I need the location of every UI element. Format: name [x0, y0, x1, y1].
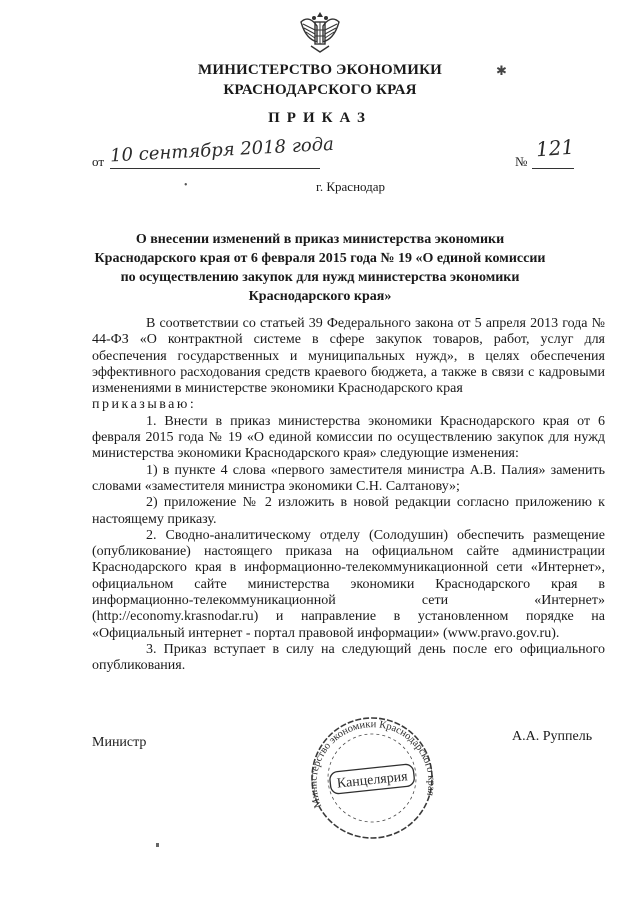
clause-3: 3. Приказ вступает в силу на следующий день после его официального опубликования. — [92, 641, 605, 674]
corner-mark: ✱ — [496, 63, 507, 78]
title-line: Краснодарского края» — [248, 289, 392, 304]
signatory-name: А.А. Руппель — [512, 729, 593, 744]
clause-2: 2. Сводно-аналитическому отделу (Солодушин) обеспечить размещение (опубликование) настоящего приказа на официальном сайте администрации Краснодарского края в информационно-телекоммуникационной сети «Интернет», официальном сайте министерства экономики Краснодарского края в информационно-телекоммуникационной сети «Интернет» (http://economy.krasnodar.ru) и направление в установленном порядке на «Официальный интернет - портал правовой информации» (www.pravo.gov.ru). — [92, 527, 605, 641]
preamble-paragraph: В соответствии со статьей 39 Федерального закона от 5 апреля 2013 года № 44-ФЗ «О контрактной системе в сфере закупок товаров, работ, услуг для обеспечения государственных и муниципальных нужд», в целях обеспечения эффективного расходования средств краевого бюджета, а также в связи с кадровыми изменениями в министерстве экономики Краснодарского края — [92, 316, 605, 397]
signatory-position: Министр — [92, 735, 147, 750]
svg-text:Министерство экономики Краснод — [302, 713, 438, 810]
clause-1-sub-1: 1) в пункте 4 слова «первого заместителя министра А.В. Палия» заменить словами «заместителя министра экономики С.Н. Салтанову»; — [92, 462, 605, 494]
order-word: приказываю: — [92, 397, 197, 413]
ministry-name-line2: КРАСНОДАРСКОГО КРАЯ — [223, 82, 417, 98]
order-title — [80, 230, 560, 306]
order-body — [92, 316, 605, 675]
title-line: по осуществлению закупок для нужд министерства экономики — [120, 270, 520, 285]
scan-speck — [156, 843, 159, 847]
date-prefix: от — [92, 154, 105, 169]
document-type: ПРИКАЗ — [268, 110, 372, 126]
number-underline — [532, 168, 574, 169]
scan-speck: • — [184, 180, 188, 191]
date-underline — [110, 168, 320, 169]
title-line: О внесении изменений в приказ министерства экономики — [135, 232, 505, 247]
number-prefix: № — [515, 154, 528, 169]
ministry-name-line1: МИНИСТЕРСТВО ЭКОНОМИКИ — [197, 62, 443, 78]
handwritten-date: 10 сентября 2018 года — [109, 133, 335, 167]
coat-of-arms-icon — [297, 8, 343, 56]
stamp-center-text: Канцелярия — [336, 769, 409, 792]
city: г. Краснодар — [316, 179, 386, 194]
stamp-ring-text: Министерство экономики Краснодарского края — [308, 719, 437, 810]
chancellery-stamp — [302, 708, 442, 840]
clause-1: 1. Внести в приказ министерства экономики Краснодарского края от 6 февраля 2015 года № 19 «О единой комиссии по осуществлению закупок для нужд министерства экономики Краснодарского края» следующие изменения: — [92, 413, 605, 462]
clause-1-sub-2: 2) приложение № 2 изложить в новой редакции согласно приложению к настоящему приказу. — [92, 495, 605, 527]
handwritten-number: 121 — [535, 134, 575, 162]
title-line: Краснодарского края от 6 февраля 2015 года № 19 «О единой комиссии — [94, 251, 546, 266]
